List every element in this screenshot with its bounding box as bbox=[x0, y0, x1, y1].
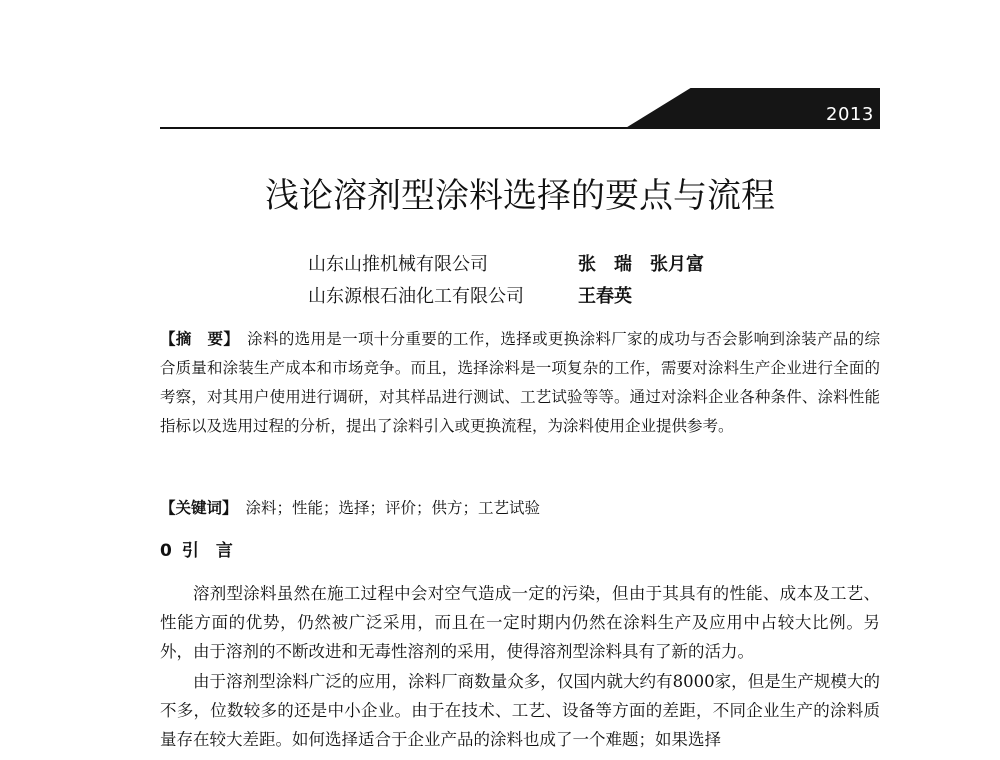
abstract-text: 涂料的选用是一项十分重要的工作，选择或更换涂料厂家的成功与否会影响到涂装产品的综合质量和涂装生产成本和市场竞争。而且，选择涂料是一项复杂的工作，需要对涂料生产企业进行全面的考察，对其用户使用进行调研，对其样品进行测试、工艺试验等等。通过对涂料企业各种条件、涂料性能指标以及选用过程的分析，提出了涂料引入或更换流程，为涂料使用企业提供参考。 bbox=[160, 330, 880, 435]
author-names: 张 瑞 张月富 bbox=[578, 254, 704, 275]
section-heading bbox=[160, 537, 460, 565]
author-affiliation: 山东源根石油化工有限公司 bbox=[308, 286, 524, 307]
abstract-label: 【摘 要】 bbox=[160, 330, 240, 348]
section-title: 引 言 bbox=[181, 541, 233, 561]
header-year: 2013 bbox=[826, 104, 874, 125]
body-paragraph: 由于溶剂型涂料广泛的应用，涂料厂商数量众多，仅国内就大约有8000家，但是生产规模大的不多，位数较多的还是中小企业。由于在技术、工艺、设备等方面的差距，不同企业生产的涂料质量存在较大差距。如何选择适合于企业产品的涂料也成了一个难题；如果选择 bbox=[160, 672, 880, 749]
body-paragraph: 溶剂型涂料虽然在施工过程中会对空气造成一定的污染，但由于其具有的性能、成本及工艺、性能方面的优势，仍然被广泛采用，而且在一定时期内仍然在涂料生产及应用中占较大比例。另外，由于溶剂的不断改进和无毒性溶剂的采用，使得溶剂型涂料具有了新的活力。 bbox=[160, 584, 880, 661]
keywords-label: 【关键词】 bbox=[160, 499, 238, 517]
paper-title: 浅论溶剂型涂料选择的要点与流程 bbox=[265, 176, 775, 216]
abstract bbox=[160, 325, 880, 475]
keywords-text: 涂料；性能；选择；评价；供方；工艺试验 bbox=[245, 499, 541, 517]
section-number: 0 bbox=[160, 541, 172, 561]
author-names: 王春英 bbox=[578, 286, 632, 307]
author-affiliation: 山东山推机械有限公司 bbox=[308, 254, 488, 275]
keywords bbox=[160, 494, 880, 522]
